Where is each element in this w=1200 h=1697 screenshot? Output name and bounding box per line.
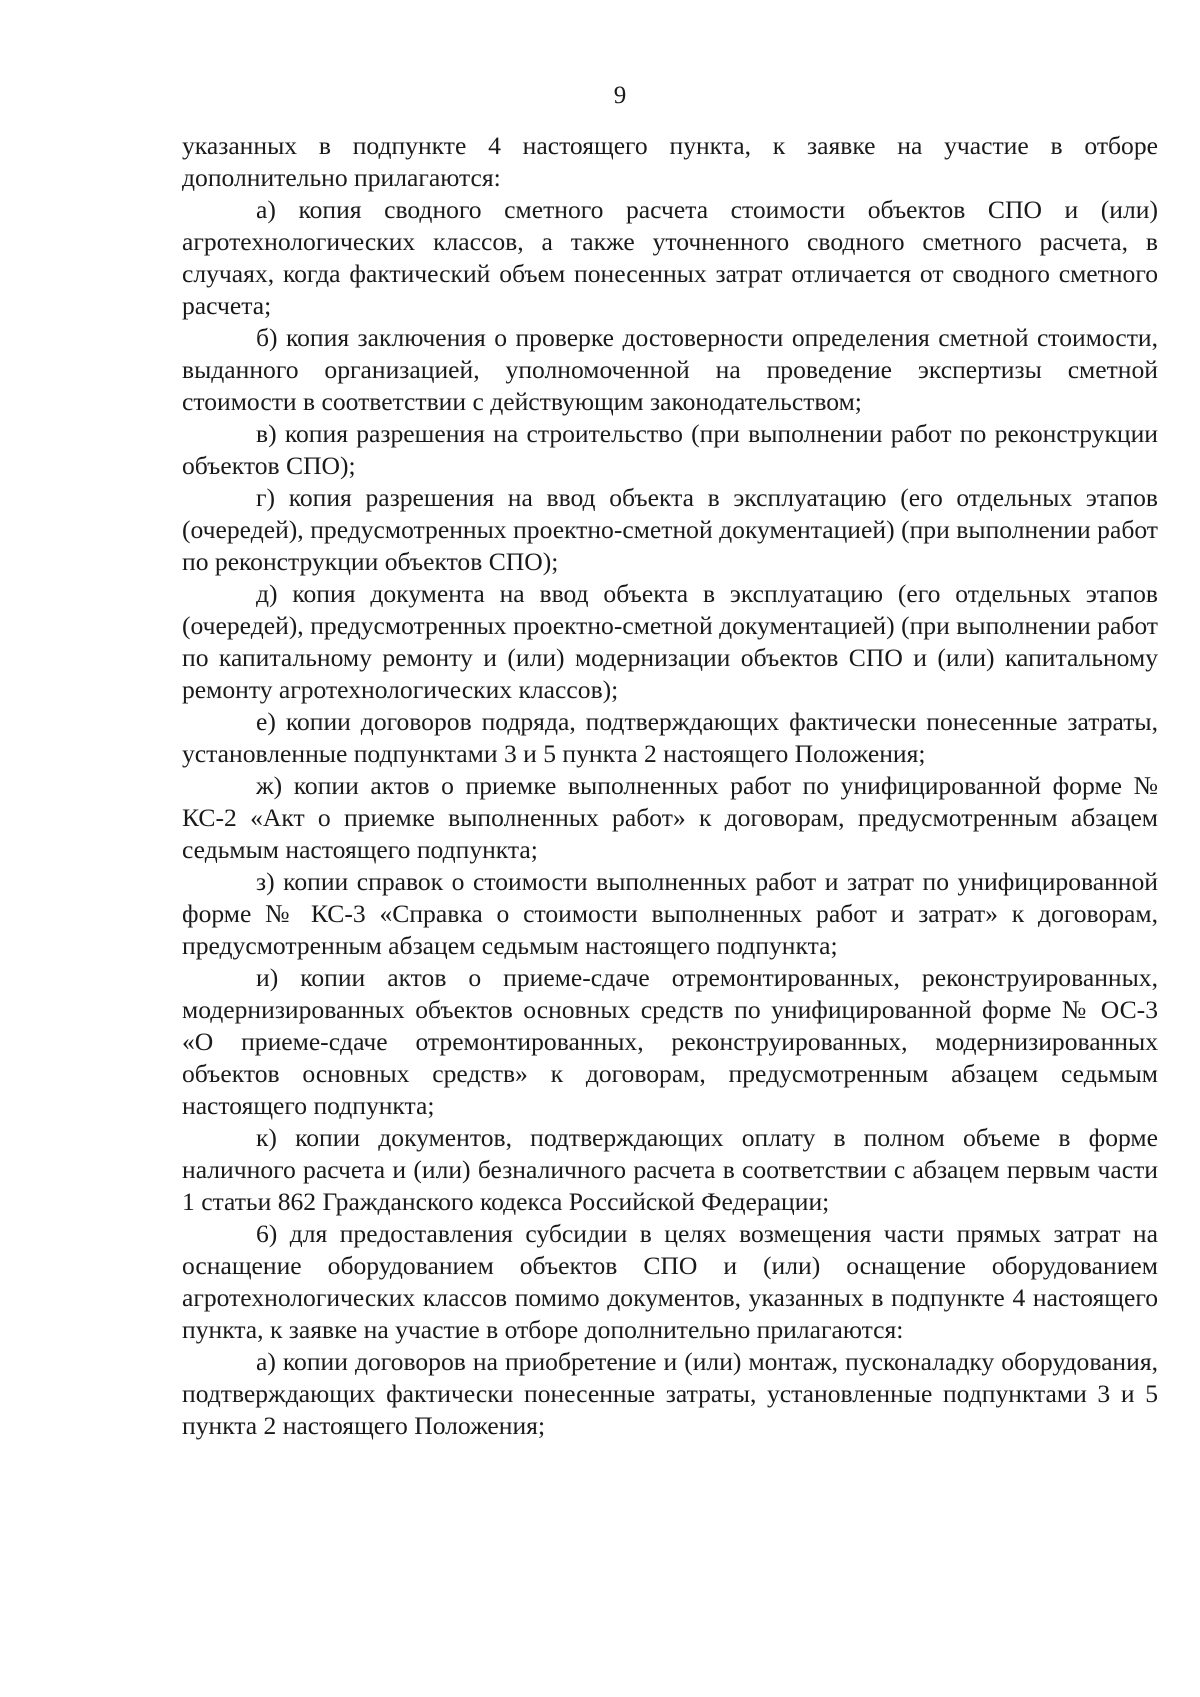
paragraph-item-a-equipment-contracts: а) копии договоров на приобретение и (или) монтаж, пусконаладку оборудования, подтверждающих фактически понесенные затраты, установленные подпунктами 3 и 5 пункта 2 настоящего Положения; bbox=[182, 1347, 1158, 1440]
page-number: 9 bbox=[613, 82, 627, 109]
paragraph-item-z-ks3-certificates: з) копии справок о стоимости выполненных работ и затрат по унифицированной форме № КС-3 «Справка о стоимости выполненных работ и затрат» к договорам, предусмотренным абзацем седьмым настоящего подпункта; bbox=[182, 867, 1158, 960]
paragraph-subpoint-6-equipment: 6) для предоставления субсидии в целях возмещения части прямых затрат на оснащение оборудованием объектов СПО и (или) оснащение оборудованием агротехнологических классов помимо документов, указанных в подпункте 4 настоящего пункта, к заявке на участие в отборе дополнительно прилагаются: bbox=[182, 1219, 1158, 1344]
paragraph-item-d-commissioning-document: д) копия документа на ввод объекта в эксплуатацию (его отдельных этапов (очередей), предусмотренных проектно-сметной документацией) (при выполнении работ по капитальному ремонту и (или) модернизации объектов СПО и (или) капитальному ремонту агротехнологических классов); bbox=[182, 579, 1158, 704]
paragraph-item-i-os3-acts: и) копии актов о приеме-сдаче отремонтированных, реконструированных, модернизированных объектов основных средств по унифицированной форме № ОС-3 «О приеме-сдаче отремонтированных, реконструированных, модернизированных объектов основных средств» к договорам, предусмотренным абзацем седьмым настоящего подпункта; bbox=[182, 963, 1158, 1120]
paragraph-continuation: указанных в подпункте 4 настоящего пункта, к заявке на участие в отборе дополнительно прилагаются: bbox=[182, 131, 1158, 192]
document-body bbox=[182, 130, 1158, 1442]
paragraph-item-zh-ks2-acts: ж) копии актов о приемке выполненных работ по унифицированной форме № КС-2 «Акт о приемке выполненных работ» к договорам, предусмотренным абзацем седьмым настоящего подпункта; bbox=[182, 771, 1158, 864]
paragraph-item-b-conclusion: б) копия заключения о проверке достоверности определения сметной стоимости, выданного организацией, уполномоченной на проведение экспертизы сметной стоимости в соответствии с действующим законодательством; bbox=[182, 323, 1158, 416]
paragraph-item-e-contracts: е) копии договоров подряда, подтверждающих фактически понесенные затраты, установленные подпунктами 3 и 5 пункта 2 настоящего Положения; bbox=[182, 707, 1158, 768]
paragraph-item-g-commissioning-permit: г) копия разрешения на ввод объекта в эксплуатацию (его отдельных этапов (очередей), предусмотренных проектно-сметной документацией) (при выполнении работ по реконструкции объектов СПО); bbox=[182, 483, 1158, 576]
paragraph-item-v-building-permit: в) копия разрешения на строительство (при выполнении работ по реконструкции объектов СПО); bbox=[182, 419, 1158, 480]
paragraph-item-a-estimate: а) копия сводного сметного расчета стоимости объектов СПО и (или) агротехнологических классов, а также уточненного сводного сметного расчета, в случаях, когда фактический объем понесенных затрат отличается от сводного сметного расчета; bbox=[182, 195, 1158, 320]
paragraph-item-k-payment-documents: к) копии документов, подтверждающих оплату в полном объеме в форме наличного расчета и (или) безналичного расчета в соответствии с абзацем первым части 1 статьи 862 Гражданского кодекса Российской Федерации; bbox=[182, 1123, 1158, 1216]
